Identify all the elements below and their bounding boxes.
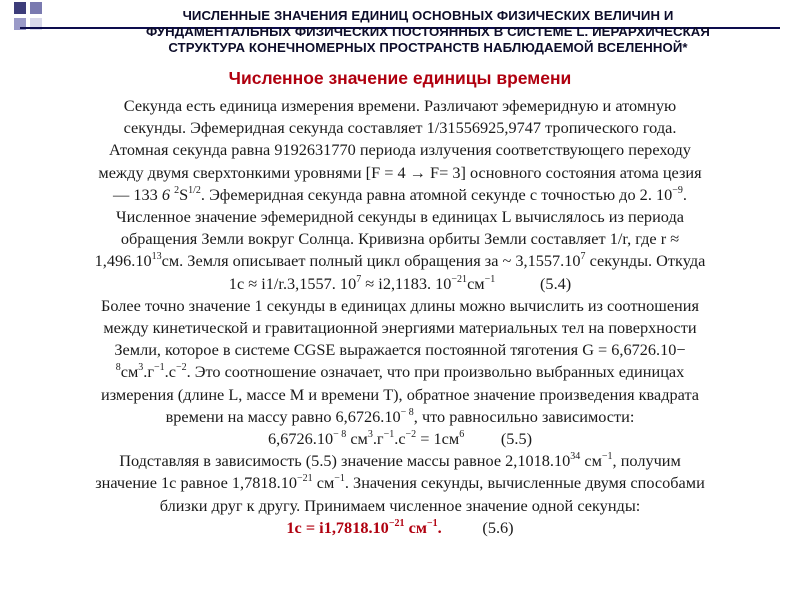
text-line bbox=[28, 361, 772, 383]
text: Земли, которое в системе CGSE выражается постоянной тяготения G = 6,6726.10− bbox=[114, 340, 686, 360]
text-line bbox=[28, 406, 772, 428]
square-decoration bbox=[14, 2, 26, 14]
text: между кинетической и гравитационной энергиями материальных тел на поверхности bbox=[103, 318, 697, 338]
superscript: − 8 bbox=[333, 429, 347, 441]
formula-line bbox=[28, 273, 772, 295]
text: 1с ≈ i1/r.3,1557. 10 bbox=[228, 273, 357, 293]
text: Более точно значение 1 секунды в единицах длины можно вычислить из соотношения bbox=[101, 295, 699, 315]
text-line bbox=[28, 472, 772, 494]
text: = 1см bbox=[416, 429, 460, 449]
text: см bbox=[580, 451, 602, 471]
superscript: −1 bbox=[601, 451, 613, 463]
text: S bbox=[179, 184, 189, 204]
formula-line bbox=[28, 428, 772, 450]
text: Подставляя в зависимость (5.5) значение массы равное 2,1018.10 bbox=[119, 451, 571, 471]
superscript: 6 bbox=[459, 429, 465, 441]
square-decoration bbox=[30, 2, 42, 14]
text-line bbox=[28, 206, 772, 228]
superscript: − 8 bbox=[400, 406, 414, 418]
text-line bbox=[28, 250, 772, 272]
body-text bbox=[28, 95, 772, 539]
text: см bbox=[312, 473, 335, 493]
text: , получим bbox=[612, 451, 681, 471]
superscript: −1 bbox=[334, 473, 345, 485]
text: .г bbox=[143, 362, 154, 382]
text: см. Земля описывает полный цикл обращения за ~ 3,1557.10 bbox=[161, 251, 581, 271]
text-line bbox=[28, 495, 772, 517]
text-line bbox=[28, 450, 772, 472]
title-line: СТРУКТУРА КОНЕЧНОМЕРНЫХ ПРОСТРАНСТВ НАБЛЮДАЕМОЙ ВСЕЛЕННОЙ* bbox=[168, 40, 688, 55]
superscript: −1 bbox=[383, 429, 395, 441]
superscript: −1 bbox=[154, 362, 165, 374]
text: 6,6726.10 bbox=[267, 429, 334, 449]
text-line bbox=[28, 317, 772, 339]
text: обращения Земли вокруг Солнца. Кривизна орбиты Земли составляет 1/r, где r ≈ bbox=[120, 229, 680, 249]
superscript: 3 bbox=[367, 429, 373, 441]
text: .с bbox=[164, 362, 176, 382]
text-line bbox=[28, 139, 772, 161]
title-line: ФУНДАМЕНТАЛЬНЫХ ФИЗИЧЕСКИХ ПОСТОЯННЫХ В СИСТЕМЕ L. ИЕРАРХИЧЕСКАЯ bbox=[145, 24, 711, 39]
superscript: 8 bbox=[115, 362, 121, 374]
text-line bbox=[28, 184, 772, 206]
text: Численное значение эфемеридной секунды в единицах L вычислялось из периода bbox=[116, 207, 684, 227]
superscript: −21 bbox=[297, 473, 313, 485]
text: см bbox=[346, 429, 368, 449]
text: между двумя сверхтонкими уровнями [F = 4 → F= 3] основного состояния атома цезия bbox=[98, 162, 702, 182]
text: Атомная секунда равна 9192631770 периода излучения соответствующего переходу bbox=[109, 140, 691, 160]
superscript: 1/2 bbox=[188, 184, 201, 196]
superscript: 7 bbox=[356, 273, 362, 285]
text-line bbox=[28, 228, 772, 250]
superscript: −21 bbox=[388, 517, 405, 529]
text: ≈ i2,1183. 10 bbox=[361, 273, 452, 293]
superscript: −2 bbox=[405, 429, 417, 441]
text-line bbox=[28, 384, 772, 406]
superscript: 2 bbox=[174, 184, 180, 196]
title-line: ЧИСЛЕННЫЕ ЗНАЧЕНИЯ ЕДИНИЦ ОСНОВНЫХ ФИЗИЧЕСКИХ ВЕЛИЧИН И bbox=[182, 8, 674, 23]
superscript: −21 bbox=[451, 273, 468, 285]
text: секунды. Откуда bbox=[585, 251, 706, 271]
text: . Значения секунды, вычисленные двумя способами bbox=[344, 473, 705, 493]
text: близки друг к другу. Принимаем численное значение одной секунды: bbox=[159, 495, 641, 515]
equation-number: (5.4) bbox=[495, 273, 572, 293]
superscript: 13 bbox=[151, 251, 162, 263]
section-heading: Численное значение единицы времени bbox=[228, 68, 572, 88]
result-formula: см bbox=[404, 517, 427, 537]
superscript: 7 bbox=[580, 251, 586, 263]
text: Секунда есть единица измерения времени. Различают эфемеридную и атомную bbox=[123, 96, 677, 115]
superscript: 34 bbox=[570, 451, 581, 463]
equation-number: (5.5) bbox=[464, 429, 533, 449]
formula-line bbox=[28, 517, 772, 539]
result-formula: . bbox=[437, 517, 442, 537]
text: времени на массу равно 6,6726.10 bbox=[165, 406, 401, 426]
text-line bbox=[28, 95, 772, 117]
text: секунды. Эфемеридная секунда составляет 1/31556925,9747 тропического года. bbox=[123, 118, 677, 138]
text: значение 1с равное 1,7818.10 bbox=[95, 473, 298, 493]
text-line bbox=[28, 295, 772, 317]
text-line bbox=[28, 339, 772, 361]
text: см bbox=[120, 362, 139, 382]
text: .г bbox=[372, 429, 384, 449]
text: см bbox=[467, 273, 485, 293]
text: — 133 bbox=[113, 184, 162, 204]
superscript: −1 bbox=[426, 517, 438, 529]
text: 6 bbox=[161, 184, 170, 204]
superscript: −1 bbox=[484, 273, 496, 285]
text: . bbox=[682, 184, 687, 204]
superscript: 3 bbox=[138, 362, 144, 374]
text: измерения (длине L, массе M и времени T), обратное значение произведения квадрата bbox=[100, 384, 700, 404]
superscript: −9 bbox=[672, 184, 683, 196]
text-line bbox=[28, 117, 772, 139]
text-line bbox=[28, 162, 772, 184]
superscript: −2 bbox=[175, 362, 187, 374]
text: , что равносильно зависимости: bbox=[413, 406, 635, 426]
equation-number: (5.6) bbox=[441, 517, 514, 537]
text: . Это соотношение означает, что при произвольно выбранных единицах bbox=[186, 362, 685, 382]
text: .с bbox=[394, 429, 406, 449]
decorative-squares bbox=[6, 0, 66, 40]
text: . Эфемеридная секунда равна атомной секунде с точностью до 2. 10 bbox=[200, 184, 673, 204]
slide-title bbox=[68, 8, 788, 56]
text: 1,496.10 bbox=[94, 251, 152, 271]
result-formula: 1с = i1,7818.10 bbox=[286, 517, 389, 537]
